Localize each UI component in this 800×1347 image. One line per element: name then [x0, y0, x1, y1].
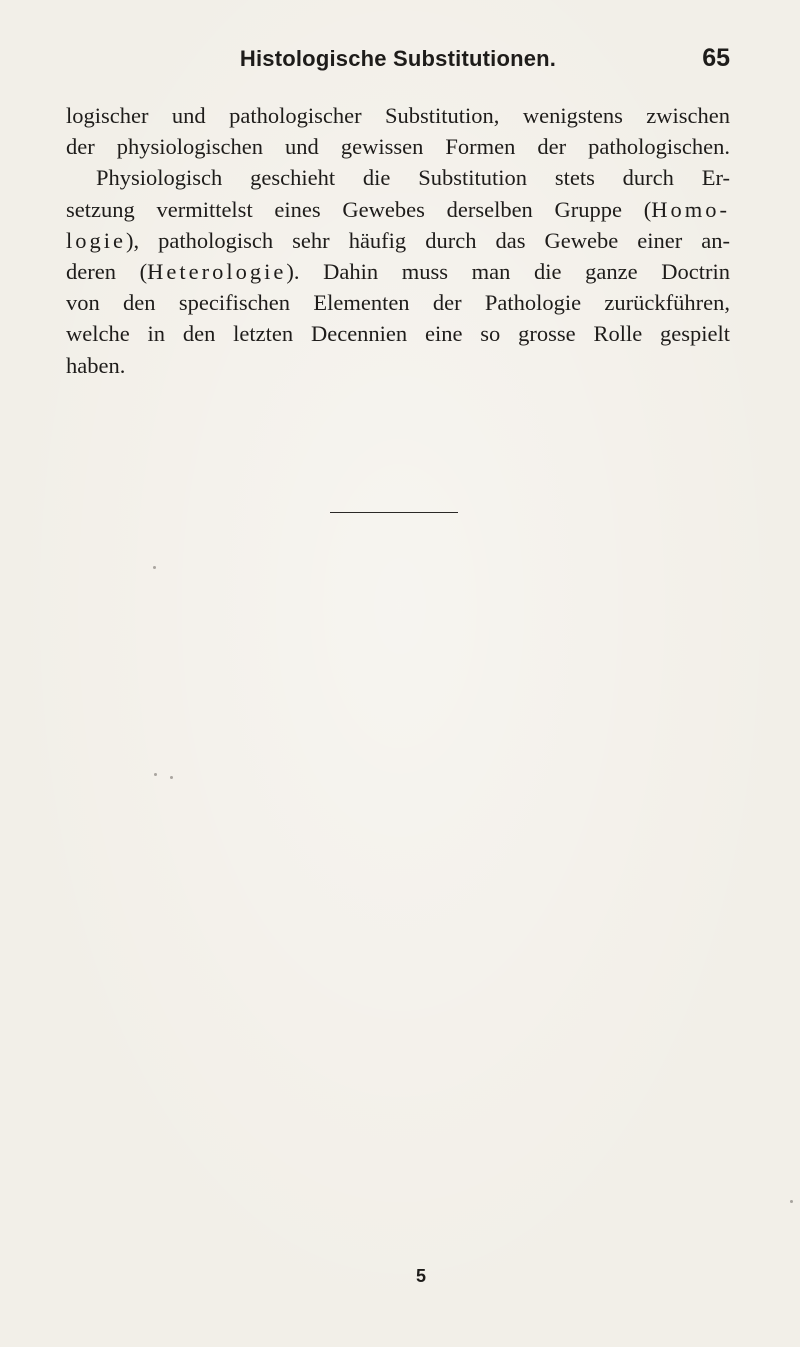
text-line — [66, 225, 730, 256]
section-divider — [330, 512, 458, 513]
paper-speck — [154, 773, 157, 776]
page-header — [66, 46, 730, 80]
text-line: welche in den letzten Decennien eine so grosse Rolle gespielt — [66, 321, 730, 347]
paper-speck — [153, 566, 156, 569]
text-line: von den specifischen Elementen der Pathologie zurückführen, — [66, 290, 730, 316]
text-line: Physiologisch geschieht die Substitution stets durch Er- — [96, 165, 730, 191]
text-segment: setzung vermittelst eines Gewebes derselben Gruppe ( — [66, 196, 652, 222]
page-number: 65 — [702, 44, 730, 72]
running-title: Histologische Substitutionen. — [239, 46, 557, 71]
text-line: der physiologischen und gewissen Formen der pathologischen. — [66, 134, 730, 160]
text-line: haben. — [66, 352, 126, 378]
text-line — [66, 194, 730, 225]
signature-mark: 5 — [416, 1266, 427, 1286]
body-paragraph — [66, 100, 730, 381]
text-segment: ). Dahin muss man die ganze Doctrin — [286, 259, 730, 285]
paper-speck — [170, 776, 173, 779]
emphasized-term: Heterologie — [147, 259, 287, 285]
paper-speck — [790, 1200, 793, 1203]
text-line — [66, 256, 730, 287]
text-segment: ), pathologisch sehr häufig durch das Gewebe einer an- — [126, 227, 730, 253]
text-segment: deren ( — [66, 259, 148, 285]
emphasized-term: Homo- — [651, 196, 730, 222]
text-line: logischer und pathologischer Substitution, wenigstens zwischen — [66, 103, 730, 128]
emphasized-term: logie — [66, 227, 126, 253]
